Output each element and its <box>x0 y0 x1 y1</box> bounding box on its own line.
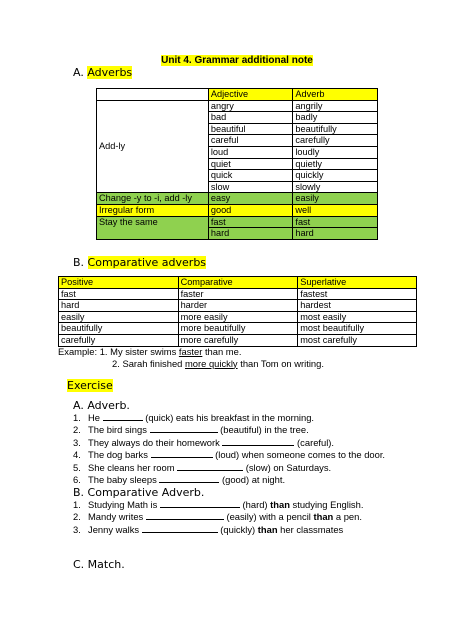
table-cell: most beautifully <box>298 323 417 335</box>
table-cell: well <box>293 204 378 216</box>
table-cell: easily <box>59 311 179 323</box>
answer-blank[interactable] <box>146 511 224 520</box>
example-line-2: 2. Sarah finished more quickly than Tom on writing. <box>112 357 324 369</box>
table-cell: carefully <box>293 135 378 147</box>
table-row <box>59 334 417 346</box>
table-cell: fast <box>293 216 378 228</box>
table-row <box>97 89 378 101</box>
section-a-heading: A. Adverbs <box>73 66 133 79</box>
list-item: 3. They always do their homework (careful). <box>73 436 335 448</box>
exercise-a-list <box>73 412 385 486</box>
adverbs-table <box>96 88 378 240</box>
table-header: Comparative <box>178 277 298 289</box>
table-row <box>97 216 378 228</box>
answer-blank[interactable] <box>151 449 213 458</box>
table-cell: faster <box>178 288 298 300</box>
table-row <box>59 311 417 323</box>
rule-label: Change -y to -i, add -ly <box>97 193 209 205</box>
table-header: Adverb <box>293 89 378 101</box>
table-cell: angry <box>208 100 293 112</box>
exercise-b-list <box>73 499 363 536</box>
answer-blank[interactable] <box>160 499 240 508</box>
answer-blank[interactable] <box>222 437 294 446</box>
table-cell: beautifully <box>59 323 179 335</box>
table-cell: fast <box>208 216 293 228</box>
table-cell: bad <box>208 112 293 124</box>
list-item: 1. He (quick) eats his breakfast in the morning. <box>73 412 315 423</box>
table-cell: hard <box>59 300 179 312</box>
table-row <box>59 323 417 335</box>
table-cell: loudly <box>293 146 378 158</box>
exercise-b-heading: B. Comparative Adverb. <box>73 486 205 499</box>
list-item: 5. She cleans her room (slow) on Saturdays. <box>73 461 332 473</box>
table-cell: more carefully <box>178 334 298 346</box>
table-cell: quietly <box>293 158 378 170</box>
table-row <box>59 277 417 289</box>
section-b-heading: B. Comparative adverbs <box>73 256 207 269</box>
table-row <box>97 100 378 112</box>
table-row <box>97 204 378 216</box>
answer-blank[interactable] <box>177 462 243 471</box>
list-item: 6. The baby sleeps (good) at night. <box>73 474 286 486</box>
table-cell: beautifully <box>293 123 378 135</box>
table-cell: slowly <box>293 181 378 193</box>
exercise-heading: Exercise <box>67 379 113 392</box>
table-cell: angrily <box>293 100 378 112</box>
group-label: Add-ly <box>97 100 209 193</box>
table-cell: badly <box>293 112 378 124</box>
rule-label: Stay the same <box>97 216 209 239</box>
table-cell: quick <box>208 170 293 182</box>
answer-blank[interactable] <box>150 424 218 433</box>
answer-blank[interactable] <box>103 412 143 421</box>
table-cell: more beautifully <box>178 323 298 335</box>
table-cell: easily <box>293 193 378 205</box>
table-cell: most carefully <box>298 334 417 346</box>
list-item: 2. Mandy writes (easily) with a pencil than a pen. <box>73 511 362 523</box>
table-row <box>59 288 417 300</box>
table-header: Superlative <box>298 277 417 289</box>
table-cell: quiet <box>208 158 293 170</box>
table-cell: easy <box>208 193 293 205</box>
table-cell <box>97 89 209 101</box>
table-cell: more easily <box>178 311 298 323</box>
table-cell: carefully <box>59 334 179 346</box>
table-cell: harder <box>178 300 298 312</box>
example-block <box>58 346 324 369</box>
table-cell: quickly <box>293 170 378 182</box>
page-title: Unit 4. Grammar additional note <box>161 55 313 66</box>
exercise-c-heading: C. Match. <box>73 558 125 571</box>
list-item: 2. The bird sings (beautiful) in the tree. <box>73 424 309 436</box>
table-cell: hard <box>208 228 293 240</box>
list-item: 4. The dog barks (loud) when someone comes to the door. <box>73 449 386 461</box>
table-cell: good <box>208 204 293 216</box>
answer-blank[interactable] <box>142 524 218 533</box>
exercise-a-heading: A. Adverb. <box>73 399 130 412</box>
table-cell: loud <box>208 146 293 158</box>
table-cell: fast <box>59 288 179 300</box>
comparative-table <box>58 276 417 347</box>
table-cell: beautiful <box>208 123 293 135</box>
rule-label: Irregular form <box>97 204 209 216</box>
table-cell: slow <box>208 181 293 193</box>
list-item: 3. Jenny walks (quickly) than her classmates <box>73 523 344 535</box>
table-header: Positive <box>59 277 179 289</box>
answer-blank[interactable] <box>159 474 219 483</box>
table-row <box>59 300 417 312</box>
table-cell: most easily <box>298 311 417 323</box>
example-line-1: Example: 1. My sister swims faster than me. <box>58 346 242 357</box>
table-row <box>97 193 378 205</box>
table-cell: hard <box>293 228 378 240</box>
table-cell: hardest <box>298 300 417 312</box>
table-header: Adjective <box>208 89 293 101</box>
table-cell: fastest <box>298 288 417 300</box>
table-cell: careful <box>208 135 293 147</box>
list-item: 1. Studying Math is (hard) than studying English. <box>73 499 364 510</box>
